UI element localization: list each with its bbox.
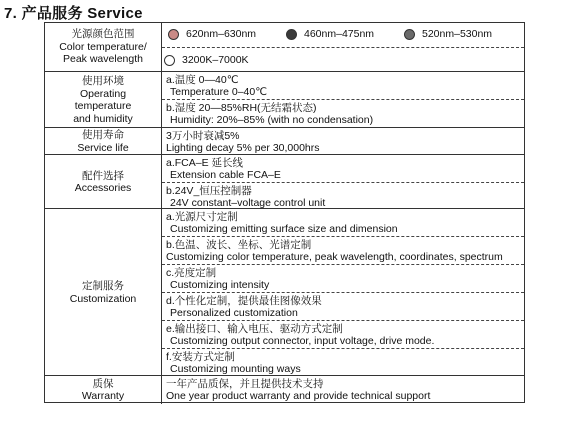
item-cn: 一年产品质保，并且提供技术支持 [166, 378, 324, 390]
row-label [45, 155, 162, 209]
row-service-life [45, 127, 524, 155]
white-swatch-icon [164, 55, 175, 66]
red-swatch-icon [168, 29, 179, 40]
item-cn: b.湿度 20—85%RH(无结霜状态) [166, 102, 317, 114]
row-color [45, 23, 524, 71]
item-cn: e.输出接口、输入电压、驱动方式定制 [166, 323, 343, 335]
label-cn: 定制服务 [82, 280, 124, 292]
label-en: Operating [79, 87, 127, 100]
label-en: Customization [69, 292, 137, 305]
sub-item [162, 348, 524, 378]
label-cn: 配件选择 [82, 169, 124, 182]
row-content [162, 209, 524, 376]
row-label [45, 23, 162, 71]
row-content [162, 155, 524, 209]
option-label: 460nm–475nm [304, 28, 375, 40]
row-content [162, 23, 524, 71]
option-label: 620nm–630nm [186, 28, 257, 40]
sub-item [162, 292, 524, 323]
item-en: Personalized customization [170, 307, 298, 319]
row-warranty [45, 375, 524, 404]
item-cn: c.亮度定制 [166, 267, 217, 279]
item-cn: a.温度 0—40℃ [166, 74, 239, 86]
item-en: 24V constant–voltage control unit [170, 197, 326, 209]
sub-item [162, 99, 524, 130]
green-swatch-icon [404, 29, 415, 40]
row-label [45, 128, 162, 155]
color-option [404, 28, 492, 40]
service-table [44, 22, 525, 403]
color-option [286, 28, 374, 40]
item-en: Customizing mounting ways [170, 363, 301, 375]
item-cn: a.光源尺寸定制 [166, 211, 238, 223]
row-customization [45, 208, 524, 376]
item-en: Customizing emitting surface size and dimension [170, 223, 398, 235]
row-label [45, 72, 162, 128]
row-accessories [45, 154, 524, 209]
option-label: 3200K–7000K [182, 54, 249, 66]
sub-item [162, 157, 524, 182]
label-cn: 光源颜色范围 [71, 28, 135, 41]
color-suboption [162, 47, 524, 71]
row-content [162, 128, 524, 155]
label-cn: 质保 [92, 377, 114, 390]
item-cn: b.色温、波长、坐标、光谱定制 [166, 239, 312, 251]
item-cn: 3万小时衰减5% [166, 130, 240, 142]
row-content [162, 72, 524, 128]
label-en: Peak wavelength [63, 53, 143, 66]
item-cn: a.FCA–E 延长线 [166, 157, 244, 169]
blue-swatch-icon [286, 29, 297, 40]
sub-item [162, 236, 524, 267]
sub-item [162, 264, 524, 295]
sub-item [162, 182, 524, 211]
row-label [45, 209, 162, 376]
row-label [45, 376, 162, 404]
item-en: Extension cable FCA–E [170, 169, 281, 181]
sub-item [162, 378, 524, 403]
sub-item [162, 74, 524, 99]
item-en: One year product warranty and provide technical support [166, 390, 431, 402]
color-option [164, 54, 249, 66]
label-en: temperature [74, 100, 132, 112]
label-cn: 使用环境 [82, 75, 124, 87]
label-en: Service life [77, 141, 129, 154]
item-en: Customizing output connector, input voltage, drive mode. [170, 335, 435, 347]
color-option [168, 28, 256, 40]
label-en: Warranty [81, 390, 125, 402]
color-options [168, 28, 524, 42]
item-cn: f.安装方式定制 [166, 351, 235, 363]
label-cn: 使用寿命 [82, 129, 124, 141]
item-en: Customizing color temperature, peak wavelength, coordinates, spectrum [166, 251, 503, 263]
item-cn: b.24V_恒压控制器 [166, 185, 252, 197]
option-label: 520nm–530nm [422, 28, 493, 40]
label-en: Color temperature/ [59, 40, 147, 53]
label-en: Accessories [74, 182, 132, 194]
section-title: 7. 产品服务 Service [4, 5, 143, 22]
item-en: Temperature 0–40℃ [170, 86, 268, 98]
label-en: and humidity [73, 112, 133, 125]
item-cn: d.个性化定制，提供最佳图像效果 [166, 295, 322, 307]
item-en: Customizing intensity [170, 279, 270, 291]
row-environment [45, 71, 524, 128]
item-en: Lighting decay 5% per 30,000hrs [166, 142, 320, 154]
sub-item [162, 211, 524, 236]
item-en: Humidity: 20%–85% (with no condensation) [170, 114, 374, 126]
row-content [162, 376, 524, 404]
sub-item [162, 130, 524, 154]
sub-item [162, 320, 524, 351]
